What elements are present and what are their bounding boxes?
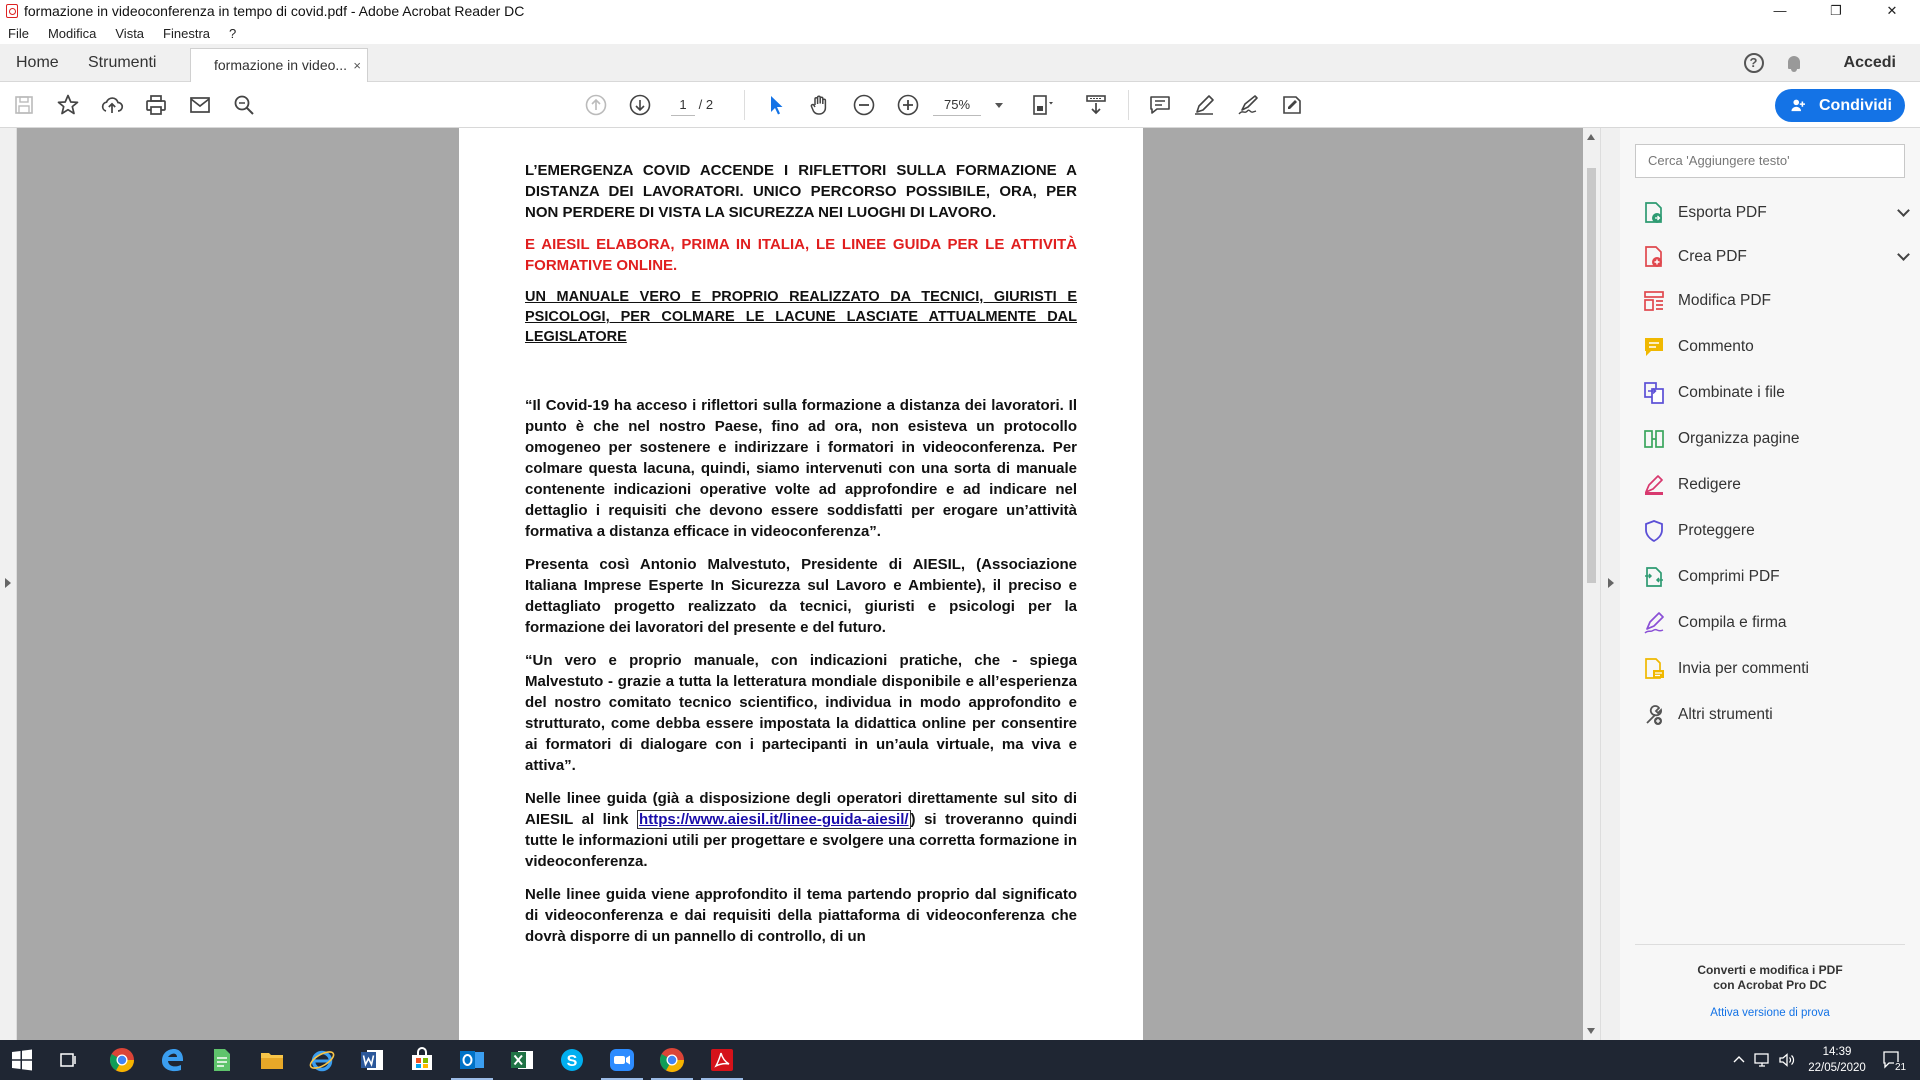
doc-paragraph-4-start: Nelle linee guida (già a disposizione degli operatori direttamente sul sito di AIESIL al link <box>525 790 1077 828</box>
comment-tool-icon <box>1643 335 1665 359</box>
tab-tools[interactable]: Strumenti <box>88 54 157 71</box>
tool-more-tools[interactable] <box>1643 700 1913 730</box>
share-label: Condividi <box>1819 97 1892 114</box>
store-icon[interactable] <box>408 1046 436 1074</box>
tool-redact[interactable] <box>1643 470 1913 500</box>
chevron-down-icon[interactable] <box>1897 204 1910 217</box>
doc-paragraph-1: “Il Covid-19 ha acceso i riflettori sulla formazione a distanza dei lavoratori. Il punto è che nel nostro Paese, fino ad ora, non esisteva un protocollo omogeneo per sostenere e indirizzare i formatori in videoconferenza. Per colmare questa lacuna, quindi, siamo intervenuti con una sorta di manuale contenente indicazioni operative volte ad approfondire e ad indicare nel dettaglio i requisiti che devono essere soddisfatti per erogare un’attività formativa a distanza efficace in videoconferenza”. <box>525 397 1077 540</box>
tool-protect[interactable] <box>1643 516 1913 546</box>
tool-edit-pdf[interactable] <box>1643 286 1913 316</box>
pdf-page-content <box>525 160 1077 959</box>
clock-time: 14:39 <box>1822 1046 1852 1058</box>
fit-page-icon[interactable] <box>1030 93 1054 117</box>
toolbar <box>0 82 1920 128</box>
toolbar-divider <box>1128 90 1129 120</box>
doc-paragraph-4 <box>525 788 1077 872</box>
search-zoom-icon[interactable] <box>232 93 256 117</box>
close-window-button[interactable]: ✕ <box>1886 3 1898 18</box>
page-navigator <box>671 93 717 117</box>
more-tools-icon[interactable] <box>1280 93 1304 117</box>
left-pane-toggle[interactable] <box>0 128 17 1040</box>
tool-label: Organizza pagine <box>1678 430 1800 447</box>
chevron-down-icon[interactable] <box>995 103 1003 108</box>
word-icon[interactable] <box>358 1046 386 1074</box>
select-cursor-icon[interactable] <box>764 93 788 117</box>
menu-help[interactable]: ? <box>229 25 237 41</box>
notification-bell-icon[interactable] <box>1786 55 1802 72</box>
trial-link[interactable]: Attiva versione di prova <box>1710 1007 1830 1019</box>
combine-files-icon <box>1643 381 1665 405</box>
tool-label: Invia per commenti <box>1678 660 1809 677</box>
window-controls <box>1752 0 1920 22</box>
send-comments-icon <box>1643 657 1665 681</box>
page-total: / 2 <box>698 97 714 112</box>
zoom-icon[interactable] <box>608 1046 636 1074</box>
tool-fill-sign[interactable] <box>1643 608 1913 638</box>
expand-left-pane-icon[interactable] <box>5 578 11 588</box>
promo-line-2: con Acrobat Pro DC <box>1713 978 1827 992</box>
acrobat-icon[interactable] <box>708 1046 736 1074</box>
chrome-icon[interactable] <box>108 1046 136 1074</box>
tab-home[interactable]: Home <box>16 54 59 71</box>
sign-icon[interactable] <box>1236 93 1260 117</box>
email-icon[interactable] <box>188 93 212 117</box>
redact-icon <box>1643 473 1665 497</box>
restore-button[interactable]: ❐ <box>1830 3 1842 18</box>
title-bar <box>0 0 1920 22</box>
protect-shield-icon <box>1643 519 1665 543</box>
zoom-out-icon[interactable] <box>852 93 876 117</box>
scroll-down-icon[interactable] <box>1587 1028 1595 1034</box>
aiesil-link[interactable]: https://www.aiesil.it/linee-guida-aiesil/ <box>639 811 909 828</box>
acrobat-app-icon <box>6 4 18 18</box>
volume-icon[interactable] <box>1778 1052 1796 1071</box>
save-icon[interactable] <box>12 93 36 117</box>
export-pdf-icon <box>1643 201 1665 225</box>
excel-icon[interactable] <box>508 1046 536 1074</box>
tool-label: Redigere <box>1678 476 1741 493</box>
tab-bar <box>0 44 1920 82</box>
task-view-icon[interactable] <box>58 1050 86 1078</box>
internet-explorer-icon[interactable] <box>308 1046 336 1074</box>
compress-pdf-icon <box>1643 565 1665 589</box>
pdf-page[interactable] <box>459 128 1143 1040</box>
scroll-mode-icon[interactable] <box>1084 93 1108 117</box>
tool-label: Comprimi PDF <box>1678 568 1780 585</box>
windows-start-icon[interactable] <box>10 1048 38 1076</box>
close-tab-icon[interactable]: × <box>353 58 361 73</box>
print-icon[interactable] <box>144 93 168 117</box>
highlight-pen-icon[interactable] <box>1192 93 1216 117</box>
tool-label: Altri strumenti <box>1678 706 1773 723</box>
hand-icon[interactable] <box>808 93 832 117</box>
tool-label: Crea PDF <box>1678 248 1747 265</box>
right-pane-toggle[interactable] <box>1600 128 1620 1040</box>
zoom-value[interactable]: 75% <box>933 95 981 116</box>
menu-finestra[interactable]: Finestra <box>163 25 211 41</box>
zoom-select[interactable] <box>933 93 1003 117</box>
notepad-icon[interactable] <box>208 1046 236 1074</box>
tools-pane <box>1620 128 1920 1040</box>
create-pdf-icon <box>1643 245 1665 269</box>
scrollbar-thumb[interactable] <box>1587 168 1596 583</box>
doc-paragraph-2: Presenta così Antonio Malvestuto, Presidente di AIESIL, (Associazione Italiana Imprese Esperte In Sicurezza sul Lavoro e Ambiente), il preciso e dettagliato progetto realizzato da tecnici, giuristi e psicologi per la formazione dei lavoratori del presente e del futuro. <box>525 556 1077 636</box>
add-user-icon <box>1791 98 1805 112</box>
tools-search-input[interactable]: Cerca 'Aggiungere testo' <box>1635 144 1905 178</box>
minimize-button[interactable]: — <box>1773 3 1787 18</box>
menu-vista[interactable]: Vista <box>115 25 145 41</box>
windows-taskbar <box>0 1040 1920 1080</box>
tool-label: Esporta PDF <box>1678 204 1767 221</box>
tool-compress-pdf[interactable] <box>1643 562 1913 592</box>
collapse-right-pane-icon[interactable] <box>1608 578 1614 588</box>
tool-send-comments[interactable] <box>1643 654 1913 684</box>
tool-combine-files[interactable] <box>1643 378 1913 408</box>
tool-create-pdf[interactable] <box>1643 242 1913 272</box>
doc-paragraph-5: Nelle linee guida viene approfondito il tema partendo proprio dal significato di videoconferenza e dai requisiti della piattaforma di videoconferenza che dovrà disporre di un pannello di controllo, di un <box>525 886 1077 945</box>
page-up-icon[interactable] <box>584 93 608 117</box>
zoom-in-icon[interactable] <box>896 93 920 117</box>
menu-modifica[interactable]: Modifica <box>47 25 97 41</box>
tool-label: Modifica PDF <box>1678 292 1772 309</box>
help-icon[interactable]: ? <box>1744 53 1764 73</box>
sign-in-button[interactable]: Accedi <box>1843 54 1896 71</box>
comment-icon[interactable] <box>1148 93 1172 117</box>
file-explorer-icon[interactable] <box>258 1046 286 1074</box>
edit-pdf-icon <box>1643 289 1665 313</box>
skype-icon[interactable] <box>558 1046 586 1074</box>
organize-pages-icon <box>1643 427 1665 451</box>
clock-date: 22/05/2020 <box>1808 1062 1866 1074</box>
edge-icon[interactable] <box>158 1046 186 1074</box>
upgrade-promo <box>1635 944 1905 1019</box>
network-icon[interactable] <box>1754 1052 1772 1071</box>
doc-heading-3: UN MANUALE VERO E PROPRIO REALIZZATO DA TECNICI, GIURISTI E PSICOLOGI, PER COLMARE LE LACUNE LASCIATE ATTUALMENTE DAL LEGISLATORE <box>525 289 1077 345</box>
tool-organize-pages[interactable] <box>1643 424 1913 454</box>
chrome-icon-2[interactable] <box>658 1046 686 1074</box>
system-clock[interactable] <box>1802 1044 1872 1076</box>
tab-document-label: formazione in video... <box>214 57 348 73</box>
tool-label: Commento <box>1678 338 1754 355</box>
chevron-down-icon[interactable] <box>1897 248 1910 261</box>
window-title: formazione in videoconferenza in tempo di covid.pdf - Adobe Acrobat Reader DC <box>24 3 525 19</box>
page-number-input[interactable]: 1 <box>671 95 695 116</box>
promo-line-1: Converti e modifica i PDF <box>1697 963 1843 977</box>
tool-export-pdf[interactable] <box>1643 198 1913 228</box>
menu-file[interactable]: File <box>8 25 29 41</box>
doc-heading-2: E AIESIL ELABORA, PRIMA IN ITALIA, LE LINEE GUIDA PER LE ATTIVITÀ FORMATIVE ONLINE. <box>525 236 1077 274</box>
toolbar-divider <box>744 90 745 120</box>
notification-count: 21 <box>1895 1062 1907 1073</box>
tab-document[interactable] <box>190 48 368 83</box>
outlook-icon[interactable] <box>458 1046 486 1074</box>
show-hidden-icons-icon[interactable] <box>1732 1052 1746 1069</box>
scroll-up-icon[interactable] <box>1587 134 1595 140</box>
menu-bar <box>0 22 1920 44</box>
tool-label: Proteggere <box>1678 522 1755 539</box>
page-down-icon[interactable] <box>628 93 652 117</box>
doc-paragraph-3: “Un vero e proprio manuale, con indicazioni pratiche, che - spiega Malvestuto - grazie a tutta la letteratura mondiale disponibile e all’esperienza del nostro comitato tecnico scientifico, individua in modo approfondito e strutturato, come debba essere impostata la didattica online per consentire ai formatori di dialogare con i partecipanti in un’aula virtuale, ma viva e attiva”. <box>525 652 1077 774</box>
upload-cloud-icon[interactable] <box>100 93 124 117</box>
vertical-scrollbar[interactable] <box>1583 128 1600 1040</box>
tool-comment[interactable] <box>1643 332 1913 362</box>
more-tools-wrench-icon <box>1643 703 1665 727</box>
fill-sign-icon <box>1643 611 1665 635</box>
doc-paragraph-4-end: ) si troveranno quindi tutte le informazioni utili per progettare e svolgere una corretta formazione in videoconferenza. <box>525 811 1078 870</box>
svg-text:S: S <box>566 1053 578 1070</box>
tool-label: Compila e firma <box>1678 614 1787 631</box>
doc-heading-1: L’EMERGENZA COVID ACCENDE I RIFLETTORI SULLA FORMAZIONE A DISTANZA DEI LAVORATORI. UNICO PERCORSO POSSIBILE, ORA, PER NON PERDERE DI VISTA LA SICUREZZA NEI LUOGHI DI LAVORO. <box>525 162 1077 221</box>
tool-label: Combinate i file <box>1678 384 1785 401</box>
bookmark-star-icon[interactable] <box>56 93 80 117</box>
share-button[interactable] <box>1775 89 1905 122</box>
